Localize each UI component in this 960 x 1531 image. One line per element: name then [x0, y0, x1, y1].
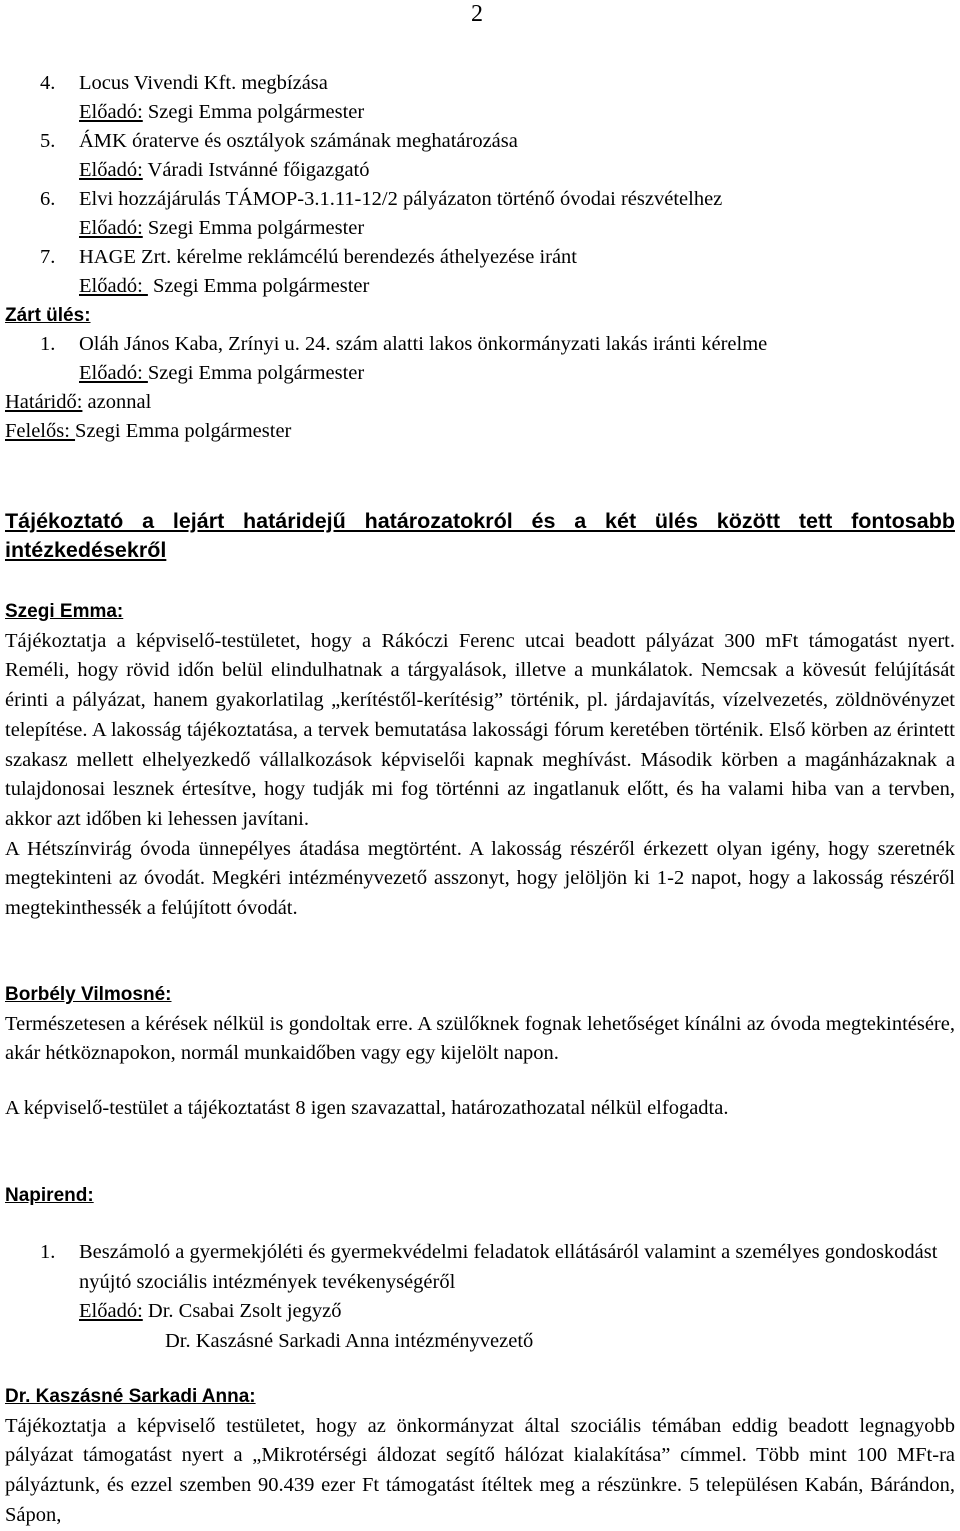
presenter-name: Szegi Emma polgármester	[147, 275, 370, 297]
speech-kaszasne-sarkadi-anna	[5, 1382, 955, 1531]
presenter-label: Előadó:	[79, 101, 143, 123]
napirend-item-title: Beszámoló a gyermekjóléti és gyermekvédelmi feladatok ellátásáról valamint a személyes gondoskodást nyújtó szociális intézmények tevékenységéről	[79, 1241, 938, 1293]
napirend-label-line	[5, 1181, 955, 1211]
speech-paragraph: Tájékoztatja a képviselő-testületet, hogy a Rákóczi Ferenc utcai beadott pályázat 300 mFt támogatást nyert. Reméli, hogy rövid időn belül elindulhatnak a tárgyalások, illetve a munkálatok. Nemcsak a kövesút felújítását érinti a pályázat, hanem gyakorlatilag „kerítéstől-kerítésig” történik, pl. járdajavítás, vízelvezetés, zöldnövényzet telepítése. A lakosság tájékoztatása, a tervek bemutatása lakossági fórum keretében történik. Első körben az érintett szakasz mellett elhelyezkedő vállalkozások képviselői kapnak meghívást. Második körben a magánházaknak a tulajdonosai lesznek értesítve, hogy tudják mi fog történni az ingatlanuk előtt, és ha valami hiba van a tervben, akkor azt időben ki lehessen javítani.	[5, 629, 955, 830]
presenter-name: Dr. Csabai Zsolt jegyző	[142, 1300, 342, 1322]
closed-item-number: 1.	[40, 333, 56, 355]
napirend-item	[40, 1238, 940, 1356]
napirend-item-number: 1.	[40, 1241, 56, 1263]
agenda-item	[40, 185, 940, 243]
resolution-text: A képviselő-testület a tájékoztatást 8 igen szavazattal, határozathozatal nélkül elfogadta.	[5, 1097, 729, 1119]
agenda-item	[40, 243, 940, 301]
speech-paragraph: A Hétszínvirág óvoda ünnepélyes átadása megtörtént. A lakosság részéről érkezett olyan igény, hogy szeretnék megtekinteni az óvodát. Megkéri intézményvezető asszonyt, hogy jelöljön ki 1-2 napot, hogy a lakosság részéről megtekinthessék a felújított óvodát.	[5, 837, 955, 920]
agenda-item-title: HAGE Zrt. kérelme reklámcélú berendezés áthelyezése iránt	[79, 246, 578, 268]
presenter-name: Váradi Istvánné főigazgató	[142, 159, 370, 181]
presenter-name: Szegi Emma polgármester	[142, 217, 365, 239]
deadline-label: Határidő:	[5, 391, 83, 413]
speech-paragraph: Tájékoztatja a képviselő testületet, hogy az önkormányzat által szociális témában eddig beadott legnagyobb pályázat támogatást nyert a „Mikrotérségi áldozat segítő hálózat kialakítása” címmel. Több mint 100 MFt-ra pályáztunk, és ezzel szemben 90.439 ezer Ft támogatást ítéltek meg a részünkre. 5 településen Kabán, Bárándon, Sápon,	[5, 1414, 955, 1526]
responsible-label: Felelős:	[5, 420, 76, 442]
presenter-label: Előadó:	[79, 217, 143, 239]
section-heading: Tájékoztató a lejárt határidejű határozatokról és a két ülés között tett fontosabb intézkedésekről	[5, 509, 955, 562]
deadline-value: azonnal	[82, 391, 152, 413]
presenter-label: Előadó:	[79, 275, 148, 297]
presenter-name-second: Dr. Kaszásné Sarkadi Anna intézményvezető	[165, 1329, 534, 1352]
closed-session-label: Zárt ülés:	[5, 305, 91, 326]
agenda-item-title: ÁMK óraterve és osztályok számának meghatározása	[79, 130, 518, 152]
speech-borbely-vilmosne	[5, 980, 955, 1069]
presenter-name: Szegi Emma polgármester	[142, 101, 365, 123]
speech-paragraph: Természetesen a kérések nélkül is gondoltak erre. A szülőknek fognak lehetőséget kínálni az óvoda megtekintésére, akár hétköznapokon, normál munkaidőben vagy egy kijelölt napon.	[5, 1012, 955, 1065]
presenter-label: Előadó:	[79, 1300, 143, 1322]
agenda-item	[40, 127, 940, 185]
agenda-item-number: 7.	[40, 246, 56, 268]
agenda-item-number: 6.	[40, 188, 56, 210]
presenter-name: Szegi Emma polgármester	[147, 362, 365, 384]
page-number: 2	[471, 1, 483, 27]
speaker-name: Borbély Vilmosné:	[5, 984, 172, 1005]
speaker-name: Szegi Emma:	[5, 601, 124, 622]
speaker-name: Dr. Kaszásné Sarkadi Anna:	[5, 1386, 256, 1407]
napirend-label: Napirend:	[5, 1185, 94, 1206]
speech-szegi-emma	[5, 597, 955, 924]
agenda-list	[5, 69, 940, 446]
agenda-item-number: 4.	[40, 72, 56, 94]
agenda-item-title: Elvi hozzájárulás TÁMOP-3.1.11-12/2 pályázaton történő óvodai részvételhez	[79, 188, 723, 210]
responsible-value: Szegi Emma polgármester	[75, 420, 292, 442]
presenter-label: Előadó:	[79, 159, 143, 181]
agenda-item	[40, 69, 940, 127]
closed-item-title: Oláh János Kaba, Zrínyi u. 24. szám alatti lakos önkormányzati lakás iránti kérelme	[79, 333, 768, 355]
agenda-item-number: 5.	[40, 130, 56, 152]
presenter-label: Előadó:	[79, 362, 148, 384]
agenda-item-title: Locus Vivendi Kft. megbízása	[79, 72, 328, 94]
